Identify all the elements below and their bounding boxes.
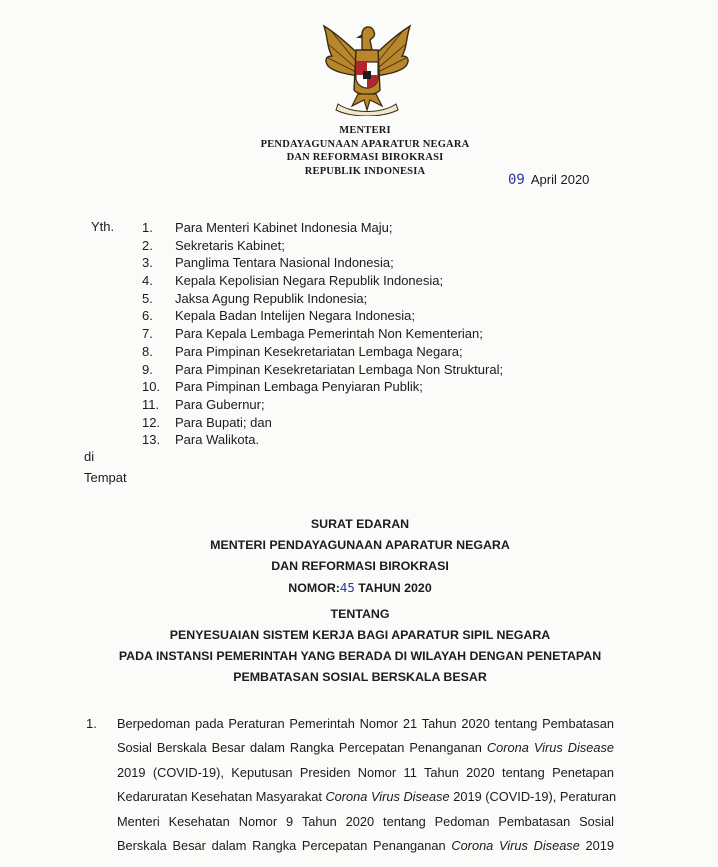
list-item-text: Kepala Badan Intelijen Negara Indonesia; [175, 308, 415, 324]
list-item-number: 4. [142, 273, 153, 289]
addressee-list [142, 219, 503, 449]
letter-date [508, 172, 589, 188]
circular-title [80, 514, 640, 599]
list-item [142, 290, 503, 308]
list-item-text: Panglima Tentara Nasional Indonesia; [175, 255, 394, 271]
paragraph-text: Berskala Besar dalam Rangka Percepatan Penanganan [117, 837, 452, 853]
paragraph-italic: Corona Virus Disease [325, 789, 450, 805]
list-item-number: 6. [142, 308, 153, 324]
paragraph-text: Kedaruratan Kesehatan Masyarakat [117, 789, 326, 805]
list-item-number: 12. [142, 414, 161, 430]
list-item-number: 5. [142, 290, 153, 306]
list-item-number: 9. [142, 361, 153, 377]
list-item-number: 2. [142, 237, 153, 253]
subject-line-4: PEMBATASAN SOSIAL BERSKALA BESAR [233, 670, 487, 684]
list-item [142, 219, 503, 237]
list-item-text: Sekretaris Kabinet; [175, 237, 285, 253]
paragraph-row-1: Berpedoman pada Peraturan Pemerintah Nomor 21 Tahun 2020 tentang Pembatasan [117, 716, 614, 731]
paragraph-row-5: Menteri Kesehatan Nomor 9 Tahun 2020 tentang Pedoman Pembatasan Sosial [117, 813, 614, 829]
paragraph-row-6 [117, 834, 614, 858]
paragraph-text: 2019 (COVID-19), Peraturan [449, 789, 617, 805]
title-line-3: DAN REFORMASI BIROKRASI [271, 559, 449, 573]
list-item [142, 272, 503, 290]
list-item-number: 13. [142, 432, 161, 448]
paragraph-row-2 [117, 736, 614, 760]
list-item [142, 307, 503, 325]
title-line-2: MENTERI PENDAYAGUNAAN APARATUR NEGARA [210, 538, 510, 552]
paragraph-text: Sosial Berskala Besar dalam Rangka Percepatan Penanganan [117, 740, 487, 756]
list-item-text: Para Pimpinan Kesekretariatan Lembaga Non Struktural; [175, 361, 504, 377]
body-paragraph [117, 712, 617, 858]
title-number [80, 577, 640, 599]
paragraph-row-4 [117, 785, 617, 809]
addressee-place: Tempat [84, 470, 127, 485]
list-item [142, 414, 503, 432]
list-item [142, 361, 503, 379]
list-item [142, 237, 503, 255]
subject-line-3: PADA INSTANSI PEMERINTAH YANG BERADA DI WILAYAH DENGAN PENETAPAN [118, 649, 602, 663]
list-item-text: Para Bupati; dan [175, 414, 272, 430]
list-item-number: 10. [142, 379, 161, 395]
list-item [142, 378, 503, 396]
title-number-suffix: TAHUN 2020 [354, 581, 432, 595]
ministry-line-2: PENDAYAGUNAAN APARATUR NEGARA [260, 138, 470, 150]
garuda-emblem-icon [318, 20, 416, 116]
list-item-text: Para Walikota. [175, 432, 260, 448]
list-item-number: 8. [142, 343, 153, 359]
paragraph-italic: Corona Virus Disease [451, 837, 580, 853]
date-day-handwritten: 09 [508, 172, 525, 188]
title-number-prefix: NOMOR: [288, 581, 340, 595]
list-item-text: Para Gubernur; [175, 396, 265, 412]
ministry-line-3: DAN REFORMASI BIROKRASI [286, 152, 444, 163]
circular-subject [80, 604, 640, 688]
subject-line-1: TENTANG [330, 607, 390, 621]
ministry-line-1: MENTERI [339, 125, 391, 136]
list-item [142, 396, 503, 414]
list-item-text: Para Pimpinan Lembaga Penyiaran Publik; [175, 379, 423, 395]
title-line-1: SURAT EDARAN [310, 517, 410, 531]
ministry-line-4: REPUBLIK INDONESIA [304, 165, 426, 177]
addressee-label: Yth. [91, 219, 115, 234]
paragraph-row-3: 2019 (COVID-19), Keputusan Presiden Nomor 11 Tahun 2020 tentang Penetapan [117, 764, 614, 780]
paragraph-text: 2019 [579, 837, 614, 853]
title-number-handwritten: 45 [339, 580, 355, 595]
list-item-text: Jaksa Agung Republik Indonesia; [175, 290, 368, 306]
list-item-number: 7. [142, 326, 153, 342]
ministry-header [200, 124, 530, 178]
addressee-di: di [84, 449, 95, 464]
list-item-text: Para Pimpinan Kesekretariatan Lembaga Negara; [175, 343, 463, 359]
list-item-text: Kepala Kepolisian Negara Republik Indonesia; [175, 273, 444, 289]
list-item [142, 325, 503, 343]
paragraph-italic: Corona Virus Disease [486, 740, 614, 756]
list-item-text: Para Kepala Lembaga Pemerintah Non Kementerian; [175, 326, 483, 342]
list-item-number: 1. [142, 220, 153, 235]
list-item [142, 343, 503, 361]
list-item [142, 431, 503, 449]
list-item [142, 254, 503, 272]
list-item-number: 11. [142, 396, 160, 412]
list-item-text: Para Menteri Kabinet Indonesia Maju; [175, 220, 393, 235]
date-month-year: April 2020 [530, 172, 590, 187]
subject-line-2: PENYESUAIAN SISTEM KERJA BAGI APARATUR SIPIL NEGARA [169, 628, 551, 642]
paragraph-number: 1. [86, 716, 97, 731]
list-item-number: 3. [142, 255, 153, 271]
